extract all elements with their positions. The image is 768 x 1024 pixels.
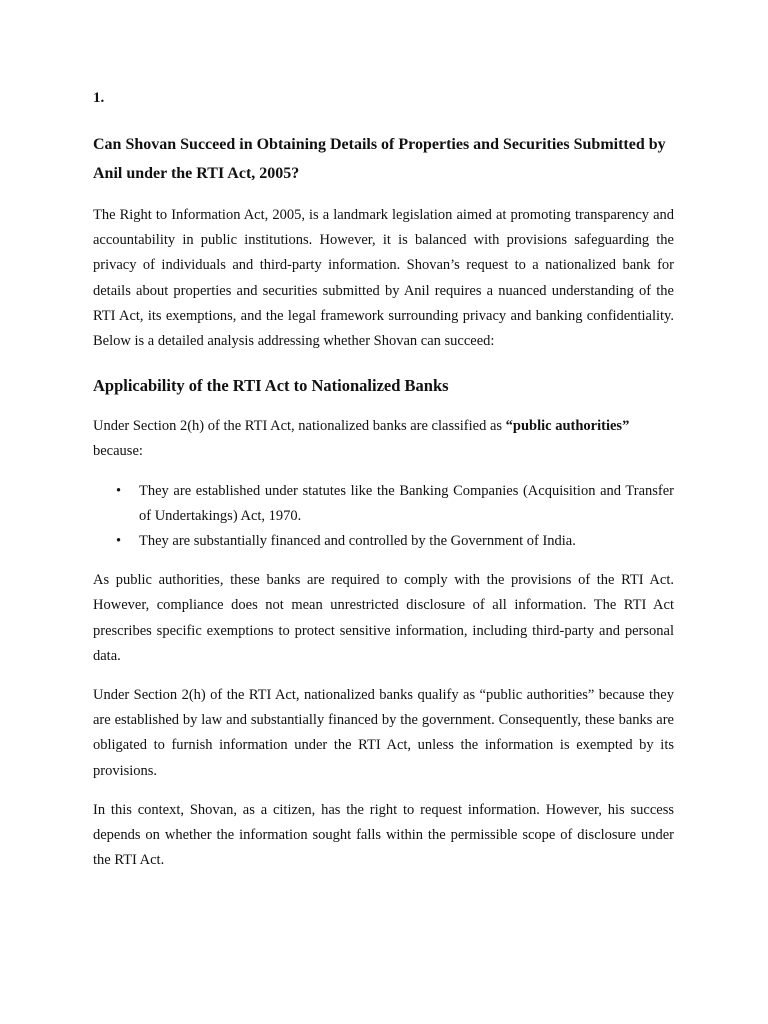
section-lead-tail: because: [93, 443, 143, 460]
list-item-text: They are established under statutes like the Banking Companies (Acquisition and Transfer of Undertakings) Act, 1970. [139, 482, 674, 524]
list-item [93, 529, 674, 554]
section-heading: Applicability of the RTI Act to Nationalized Banks [93, 376, 449, 396]
bullet-icon: • [116, 482, 122, 499]
intro-paragraph: The Right to Information Act, 2005, is a landmark legislation aimed at promoting transparency and accountability in public institutions. However, it is balanced with provisions safeguarding the privacy of individuals and third-party information. Shovan’s request to a nationalized bank for details about properties and securities submitted by Anil requires a nuanced understanding of the RTI Act, its exemptions, and the legal framework surrounding privacy and banking confidentiality. Below is a detailed analysis addressing whether Shovan can succeed: [93, 207, 674, 350]
question-number: 1. [93, 90, 105, 106]
section-2h-paragraph: Under Section 2(h) of the RTI Act, nationalized banks qualify as “public authorities” because they are established by law and substantially financed by the government. Consequently, these banks are obligated to furnish information under the RTI Act, unless the information is exempted by its provisions. [93, 687, 674, 779]
list-item-text: They are substantially financed and controlled by the Government of India. [139, 533, 576, 550]
public-authorities-term: “public authorities” [505, 418, 630, 435]
bullet-list [93, 479, 674, 555]
section-lead-paragraph [93, 414, 674, 464]
list-item [93, 479, 674, 529]
compliance-paragraph: As public authorities, these banks are required to comply with the provisions of the RTI Act. However, compliance does not mean unrestricted disclosure of all information. The RTI Act prescribes specific exemptions to protect sensitive information, including third-party and personal data. [93, 572, 674, 664]
bullet-icon: • [116, 533, 122, 550]
context-paragraph: In this context, Shovan, as a citizen, has the right to request information. However, his success depends on whether the information sought falls within the permissible scope of disclosure under the RTI Act. [93, 801, 674, 869]
section-lead-text: Under Section 2(h) of the RTI Act, nationalized banks are classified as [93, 418, 503, 435]
question-title: Can Shovan Succeed in Obtaining Details of Properties and Securities Submitted by Anil under the RTI Act, 2005? [93, 136, 666, 182]
